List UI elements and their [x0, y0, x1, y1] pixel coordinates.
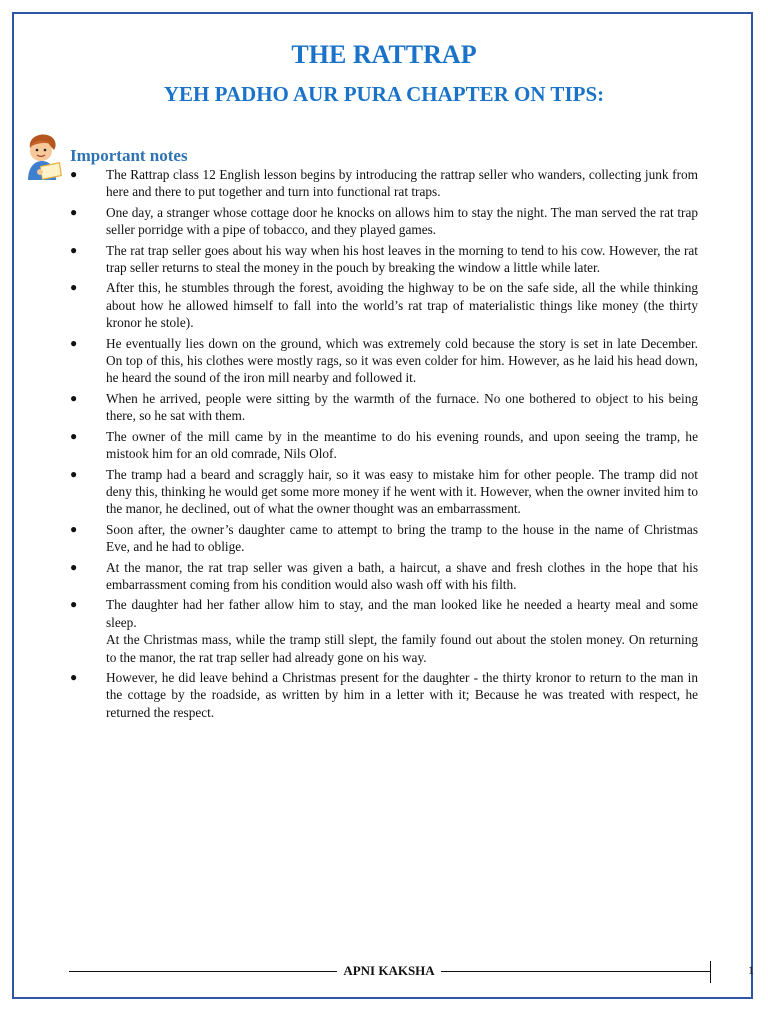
- footer-rule-end: [710, 961, 711, 983]
- list-item: [65, 596, 698, 666]
- note-text: At the manor, the rat trap seller was given a bath, a haircut, a shave and fresh clothes in the hope that his embarrassment coming from his condition would also wash off with his filth.: [106, 559, 698, 592]
- bullet-icon: ●: [70, 280, 78, 295]
- note-text: Soon after, the owner’s daughter came to attempt to bring the tramp to the house in the name of Christmas Eve, and he had to oblige.: [106, 521, 698, 555]
- list-item: [65, 521, 698, 556]
- list-item: [65, 390, 698, 425]
- list-item: [65, 669, 698, 721]
- bullet-icon: ●: [70, 167, 78, 181]
- footer-rule-right: [441, 971, 711, 972]
- note-text: The owner of the mill came by in the meantime to do his evening rounds, and upon seeing the tramp, he mistook him for an old comrade, Nils Olof.: [106, 428, 698, 462]
- list-item: [65, 335, 698, 387]
- bullet-icon: ●: [70, 390, 78, 405]
- note-text: He eventually lies down on the ground, which was extremely cold because the story is set in late December. On top of this, his clothes were mostly rags, so it was even colder for him. However, as he laid his head down, he heard the sound of the iron mill nearby and followed it.: [106, 335, 698, 386]
- bullet-icon: ●: [70, 597, 78, 612]
- note-text: After this, he stumbles through the forest, avoiding the highway to be on the safe side, all the while thinking about how he allowed himself to fall into the world’s rat trap of materialistic things like money (the thirty kronor he stole).: [106, 280, 698, 331]
- list-item: [65, 204, 698, 239]
- note-text: When he arrived, people were sitting by the warmth of the furnace. No one bothered to object to his being there, so he sat with them.: [106, 390, 698, 424]
- bullet-icon: ●: [70, 466, 78, 481]
- list-item: [65, 166, 698, 201]
- bullet-icon: ●: [70, 669, 78, 684]
- footer-rule-left: [69, 971, 337, 972]
- list-item: [65, 279, 698, 331]
- note-text: One day, a stranger whose cottage door he knocks on allows him to stay the night. The man served the rat trap seller porridge with a pipe of tobacco, and they played games.: [106, 204, 698, 238]
- list-item: [65, 466, 698, 518]
- notes-list: [65, 166, 698, 724]
- note-text: The tramp had a beard and scraggly hair, so it was easy to mistake him for other people. The tramp did not deny this, thinking he would get some more money if he went with it. However, when the owner invited him to the manor, he declined, out of what the owner thought was an embarrassment.: [106, 466, 698, 517]
- note-text: The rat trap seller goes about his way when his host leaves in the morning to tend to his cow. However, the rat trap seller returns to steal the money in the pouch by breaking the window a little while later.: [106, 242, 698, 276]
- note-text: The daughter had her father allow him to stay, and the man looked like he needed a hearty meal and some sleep.: [106, 597, 698, 630]
- bullet-icon: ●: [70, 521, 78, 536]
- note-text: However, he did leave behind a Christmas present for the daughter - the thirty kronor to return to the man in the cottage by the roadside, as written by him in a letter with it; Because he was treated with respect, he returned the respect.: [106, 669, 698, 720]
- bullet-icon: ●: [70, 428, 78, 443]
- note-continuation: At the Christmas mass, while the tramp still slept, the family found out about the stolen money. On returning to the manor, the rat trap seller had already gone on his way.: [106, 632, 698, 665]
- page-subtitle: YEH PADHO AUR PURA CHAPTER ON TIPS:: [163, 82, 605, 106]
- bullet-icon: ●: [70, 242, 78, 257]
- notes-heading: Important notes: [70, 146, 188, 165]
- bullet-icon: ●: [70, 559, 78, 574]
- page-number: 1: [748, 963, 754, 977]
- bullet-icon: ●: [70, 204, 78, 219]
- bullet-icon: ●: [70, 335, 78, 350]
- note-text: The Rattrap class 12 English lesson begins by introducing the rattrap seller who wanders, collecting junk from here and there to put together and turn into functional rat traps.: [106, 167, 698, 200]
- page-title: THE RATTRAP: [291, 40, 477, 69]
- list-item: [65, 559, 698, 594]
- footer-label: APNI KAKSHA: [343, 963, 435, 978]
- list-item: [65, 428, 698, 463]
- boy-reading-book-icon: [20, 130, 66, 182]
- list-item: [65, 242, 698, 277]
